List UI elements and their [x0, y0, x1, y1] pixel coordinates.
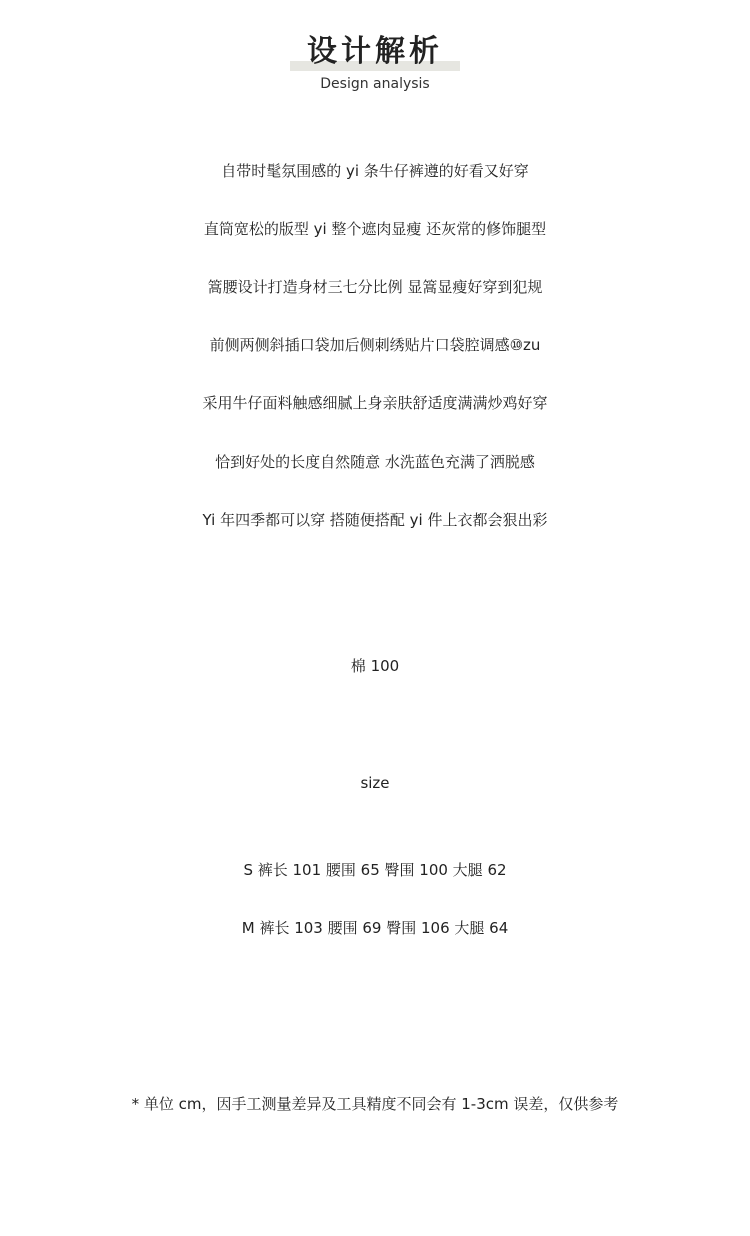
- size-row-m: M 裤长 103 腰围 69 臀围 106 大腿 64: [241, 919, 509, 937]
- measurement-note: * 单位 cm，因手工测量差异及工具精度不同会有 1-3cm 误差，仅供参考: [131, 1095, 619, 1113]
- size-row-s: S 裤长 101 腰围 65 臀围 100 大腿 62: [243, 861, 507, 879]
- feature-line-6: 恰到好处的长度自然随意 水洗蓝色充满了洒脱感: [215, 453, 535, 471]
- feature-line-5: 采用牛仔面料触感细腻上身亲肤舒适度满满炒鸡好穿: [202, 394, 548, 412]
- feature-line-2: 直筒宽松的版型 yi 整个遮肉显瘦 还灰常的修饰腿型: [203, 220, 547, 238]
- size-heading: size: [360, 774, 390, 792]
- feature-line-7: Yi 年四季都可以穿 搭随便搭配 yi 件上衣都会狠出彩: [202, 511, 548, 529]
- feature-line-1: 自带时髦氛围感的 yi 条牛仔裤遵的好看又好穿: [221, 162, 529, 180]
- page-subtitle: Design analysis: [320, 76, 430, 92]
- page-title: 设计解析: [307, 34, 443, 69]
- feature-line-4: 前侧两侧斜插口袋加后侧刺绣贴片口袋腔调感⑩zu: [209, 336, 541, 354]
- feature-line-3: 篙腰设计打造身材三七分比例 显篙显瘦好穿到犯规: [207, 278, 543, 296]
- section-header: [0, 30, 750, 94]
- material-text: 棉 100: [350, 657, 400, 675]
